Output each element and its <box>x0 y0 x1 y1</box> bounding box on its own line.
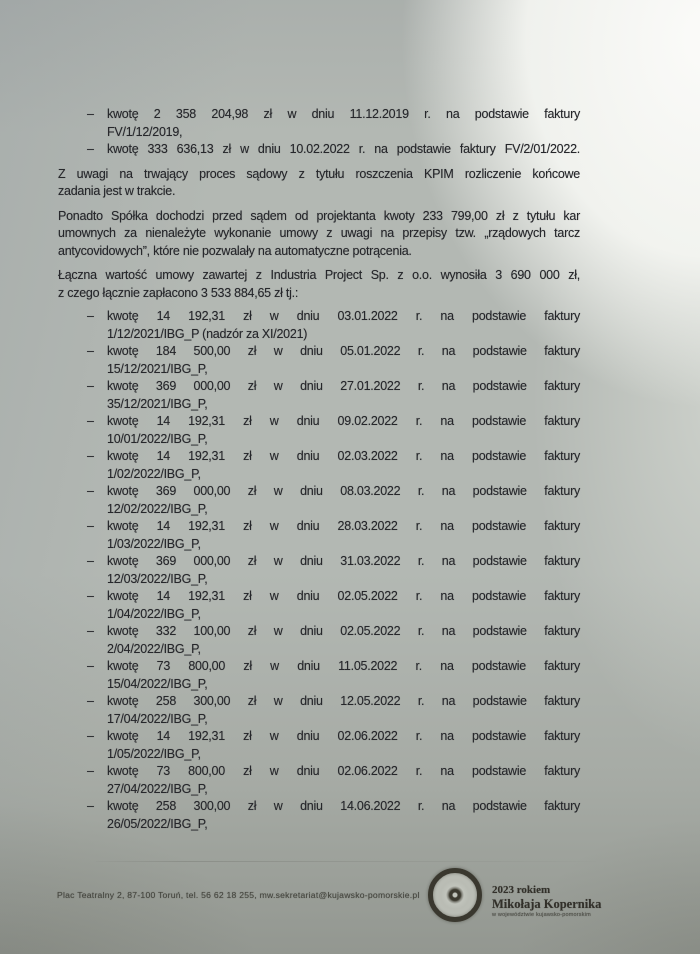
text-line: 10/01/2022/IBG_P, <box>107 431 208 446</box>
text-line: 26/05/2022/IBG_P, <box>107 816 208 831</box>
payment-item <box>58 141 580 159</box>
payment-item <box>58 483 580 518</box>
text-line: kwotę 73 800,00 zł w dniu 11.05.2022 r. na podstawie faktury <box>107 659 580 673</box>
text-line: zadania jest w trakcie. <box>58 184 176 198</box>
text-line: 1/04/2022/IBG_P, <box>107 606 201 621</box>
text-line: Z uwagi na trwający proces sądowy z tytułu roszczenia KPIM rozliczenie końcowe <box>58 166 580 181</box>
text-line: 12/02/2022/IBG_P, <box>107 501 208 516</box>
payment-item <box>58 413 580 448</box>
text-line: 1/02/2022/IBG_P, <box>107 466 201 481</box>
text-line: kwotę 14 192,31 zł w dniu 03.01.2022 r. na podstawie faktury <box>107 309 580 323</box>
text-line: 1/12/2021/IBG_P (nadzór za XI/2021) <box>107 326 308 341</box>
text-line: FV/1/12/2019, <box>107 124 183 139</box>
text-line: kwotę 14 192,31 zł w dniu 09.02.2022 r. na podstawie faktury <box>107 414 580 428</box>
payment-item <box>58 518 580 553</box>
text-line: kwotę 369 000,00 zł w dniu 31.03.2022 r. na podstawie faktury <box>107 554 580 568</box>
bullet-dash: – <box>87 414 94 428</box>
bullet-dash: – <box>87 729 94 743</box>
bullet-dash: – <box>87 309 94 323</box>
text-line: 15/04/2022/IBG_P, <box>107 676 208 691</box>
payment-item <box>58 343 580 378</box>
bullet-dash: – <box>87 379 94 393</box>
bullet-dash: – <box>87 484 94 498</box>
bullet-dash: – <box>87 659 94 673</box>
logo-line3: w województwie kujawsko-pomorskim <box>492 912 591 918</box>
letter-body <box>58 106 580 833</box>
footer-separator <box>96 861 596 862</box>
payment-item <box>58 658 580 693</box>
logo-line2: Mikołaja Kopernika <box>492 897 602 911</box>
bullet-dash: – <box>87 344 94 358</box>
text-line: Ponadto Spółka dochodzi przed sądem od projektanta kwoty 233 799,00 zł z tytułu kar <box>58 208 580 223</box>
text-line: kwotę 14 192,31 zł w dniu 02.03.2022 r. na podstawie faktury <box>107 449 580 463</box>
bullet-dash: – <box>87 694 94 708</box>
payment-item <box>58 693 580 728</box>
text-line: kwotę 258 300,00 zł w dniu 12.05.2022 r. na podstawie faktury <box>107 694 580 708</box>
bullet-dash: – <box>87 799 94 813</box>
text-line: kwotę 14 192,31 zł w dniu 02.05.2022 r. na podstawie faktury <box>107 589 580 603</box>
text-line: kwotę 369 000,00 zł w dniu 08.03.2022 r. na podstawie faktury <box>107 484 580 498</box>
text-line: kwotę 332 100,00 zł w dniu 02.05.2022 r. na podstawie faktury <box>107 624 580 638</box>
payments-list <box>58 308 580 833</box>
text-line: umownych za nienależyte wykonanie umowy z uwagi na przepisy tzw. „rządowych tarcz <box>58 226 580 240</box>
text-line: kwotę 14 192,31 zł w dniu 02.06.2022 r. na podstawie faktury <box>107 729 580 743</box>
bullet-dash: – <box>87 142 94 156</box>
payment-item <box>58 378 580 413</box>
text-line: Łączna wartość umowy zawartej z Industria Project Sp. z o.o. wynosiła 3 690 000 zł, <box>58 268 580 282</box>
bullet-dash: – <box>87 764 94 778</box>
logo-ring-icon <box>428 868 482 922</box>
text-line: 12/03/2022/IBG_P, <box>107 571 208 586</box>
text-line: kwotę 369 000,00 zł w dniu 27.01.2022 r. na podstawie faktury <box>107 379 580 393</box>
text-line: 1/05/2022/IBG_P, <box>107 746 201 761</box>
text-line: kwotę 73 800,00 zł w dniu 02.06.2022 r. na podstawie faktury <box>107 764 580 778</box>
bullet-dash: – <box>87 554 94 568</box>
payment-item <box>58 308 580 343</box>
bullet-dash: – <box>87 449 94 463</box>
paragraph-court-process <box>58 166 580 201</box>
footer-address: Plac Teatralny 2, 87-100 Toruń, tel. 56 62 18 255, mw.sekretariat@kujawsko-pomorskie.pl <box>57 890 420 900</box>
text-line: kwotę 333 636,13 zł w dniu 10.02.2022 r. na podstawie faktury FV/2/01/2022. <box>107 142 580 156</box>
text-line: 27/04/2022/IBG_P, <box>107 781 208 796</box>
text-line: 35/12/2021/IBG_P, <box>107 396 208 411</box>
text-line: kwotę 184 500,00 zł w dniu 05.01.2022 r. na podstawie faktury <box>107 344 580 358</box>
logo-line1: 2023 rokiem <box>492 884 551 896</box>
payment-item <box>58 623 580 658</box>
text-line: kwotę 258 300,00 zł w dniu 14.06.2022 r. na podstawie faktury <box>107 799 580 813</box>
text-line: z czego łącznie zapłacono 3 533 884,65 zł tj.: <box>58 285 299 300</box>
payment-item <box>58 588 580 623</box>
logo-sun-icon <box>446 886 464 904</box>
payment-item <box>58 798 580 833</box>
text-line: kwotę 2 358 204,98 zł w dniu 11.12.2019 r. na podstawie faktury <box>107 107 580 121</box>
intro-payment-list <box>58 106 580 159</box>
text-line: 2/04/2022/IBG_P, <box>107 641 201 656</box>
text-line: antycovidowych”, które nie pozwalały na automatyczne potrącenia. <box>58 243 412 258</box>
bullet-dash: – <box>87 624 94 638</box>
payment-item <box>58 106 580 141</box>
payment-item <box>58 448 580 483</box>
paragraph-contract-total <box>58 267 580 302</box>
bullet-dash: – <box>87 519 94 533</box>
payment-item <box>58 728 580 763</box>
bullet-dash: – <box>87 107 94 121</box>
paragraph-contract-penalties <box>58 208 580 261</box>
text-line: 17/04/2022/IBG_P, <box>107 711 208 726</box>
logo-text <box>492 884 662 919</box>
text-line: 1/03/2022/IBG_P, <box>107 536 201 551</box>
payment-item <box>58 553 580 588</box>
bullet-dash: – <box>87 589 94 603</box>
text-line: 15/12/2021/IBG_P, <box>107 361 208 376</box>
text-line: kwotę 14 192,31 zł w dniu 28.03.2022 r. na podstawie faktury <box>107 519 580 533</box>
payment-item <box>58 763 580 798</box>
